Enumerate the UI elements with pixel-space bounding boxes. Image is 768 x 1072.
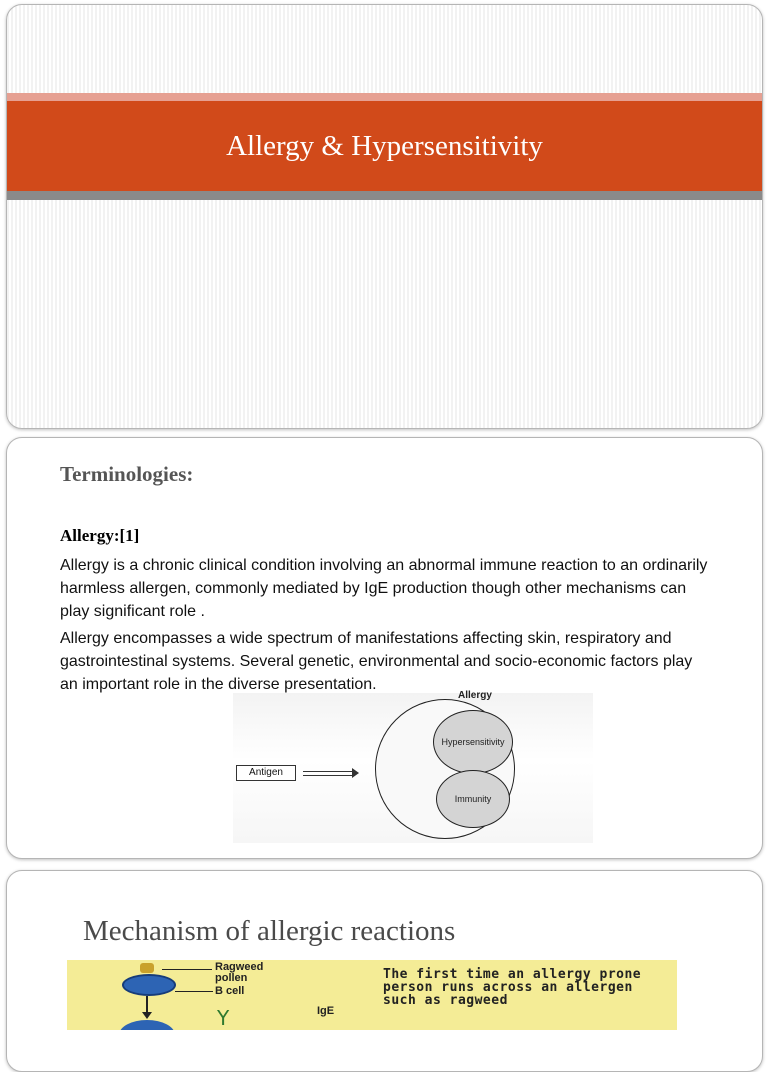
ragweed-pollen-label: Ragweed pollen [215,961,264,984]
title-band [7,101,762,191]
b-cell-icon [122,974,176,996]
title-slide [6,4,763,429]
b-cell-label: B cell [215,985,245,997]
mechanism-caption: The first time an allergy prone person runs across an allergen such as ragweed [383,967,642,1008]
title-band-shadow [7,191,762,200]
antigen-box: Antigen [236,765,296,781]
arrow-line [303,771,355,776]
title-band-accent [7,93,762,101]
b-cell-pointer-line [175,991,213,992]
immunity-circle: Immunity [436,770,510,828]
allergy-spectrum-paragraph: Allergy encompasses a wide spectrum of manifestations affecting skin, respiratory and gastrointestinal systems. Several genetic, environmental and socio-economic factors play an important role in the diverse presentation. [60,630,693,693]
mechanism-illustration [67,960,677,1030]
allergy-venn-diagram [233,690,593,843]
antibody-icon: Y [217,1006,230,1030]
pollen-icon [140,963,154,973]
down-arrow-icon [142,1012,152,1019]
terminologies-slide [6,437,763,859]
ige-label: IgE [317,1005,335,1017]
slide-title: Allergy & Hypersensitivity [226,129,543,162]
pollen-pointer-line [162,969,212,970]
arrow-right-icon [352,768,359,778]
plasma-cell-icon [119,1020,175,1030]
allergy-circle-label: Allergy [458,690,492,701]
allergy-subheading: Allergy:[1] [60,526,140,545]
hypersensitivity-circle: Hypersensitivity [433,710,513,774]
terminologies-heading: Terminologies: [60,462,194,486]
allergy-definition-paragraph: Allergy is a chronic clinical condition involving an abnormal immune reaction to an ordinarily harmless allergen, commonly mediated by IgE production though other mechanisms can play significant role . [60,557,708,620]
mechanism-title: Mechanism of allergic reactions [83,915,456,947]
mechanism-slide [6,870,763,1072]
